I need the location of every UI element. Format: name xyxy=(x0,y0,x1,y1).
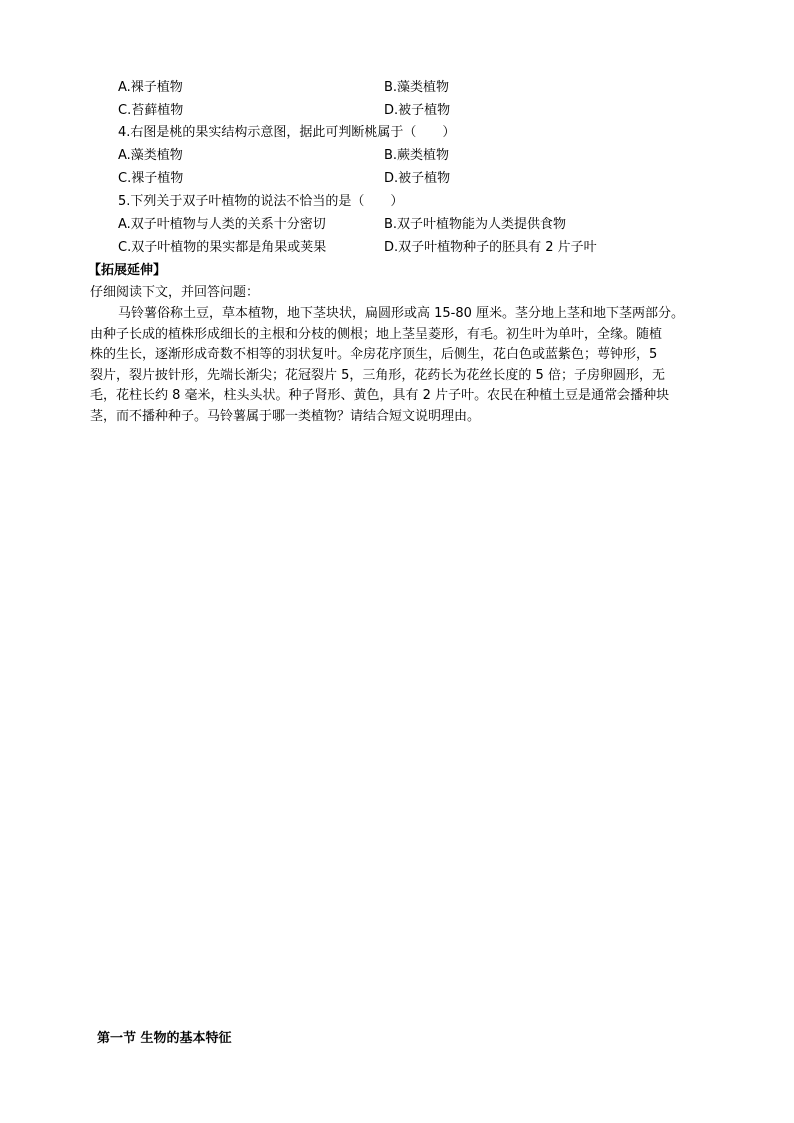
q4-option-c: C.裸子植物 xyxy=(118,171,184,186)
instruction-text: 仔细阅读下文，并回答问题： xyxy=(90,285,260,300)
section-heading: 【拓展延伸】 xyxy=(88,263,167,278)
reading-passage xyxy=(90,304,708,427)
q5-option-d: D.双子叶植物种子的胚具有 2 片子叶 xyxy=(384,240,597,255)
passage-line: 马铃薯俗称土豆，草本植物，地下茎块状，扁圆形或高 15-80 厘米。茎分地上茎和地下茎两部分。 xyxy=(118,306,685,321)
q5-option-b: B.双子叶植物能为人类提供食物 xyxy=(384,217,567,232)
q4-option-a: A.藻类植物 xyxy=(118,148,183,163)
next-section-title: 第一节 生物的基本特征 xyxy=(97,1031,232,1046)
q5-option-c: C.双子叶植物的果实都是角果或荚果 xyxy=(118,240,327,255)
q5-option-a: A.双子叶植物与人类的关系十分密切 xyxy=(118,217,326,232)
q3-option-a: A.裸子植物 xyxy=(118,80,183,95)
q3-option-d: D.被子植物 xyxy=(384,103,451,118)
q5-stem: 5.下列关于双子叶植物的说法不恰当的是（ ） xyxy=(118,194,404,209)
passage-line: 茎，而不播种种子。马铃薯属于哪一类植物？请结合短文说明理由。 xyxy=(90,408,481,424)
q3-option-c: C.苔藓植物 xyxy=(118,103,184,118)
passage-line: 毛，花柱长约 8 毫米，柱头头状。种子肾形、黄色，具有 2 片子叶。农民在种植土豆是通常会播种块 xyxy=(90,388,670,403)
passage-line: 由种子长成的植株形成细长的主根和分枝的侧根；地上茎呈菱形，有毛。初生叶为单叶，全缘。随植 xyxy=(90,326,663,342)
q3-option-b: B.藻类植物 xyxy=(384,80,450,95)
q4-option-d: D.被子植物 xyxy=(384,171,451,186)
passage-line: 裂片，裂片披针形，先端长渐尖；花冠裂片 5，三角形，花药长为花丝长度的 5 倍；子房卵圆形，无 xyxy=(90,367,665,383)
q4-stem: 4.右图是桃的果实结构示意图，据此可判断桃属于（ ） xyxy=(118,125,456,140)
q4-option-b: B.蕨类植物 xyxy=(384,148,450,163)
passage-line: 株的生长，逐渐形成奇数不相等的羽状复叶。伞房花序顶生，后侧生，花白色或蓝紫色；萼钟形，5 xyxy=(90,347,658,362)
